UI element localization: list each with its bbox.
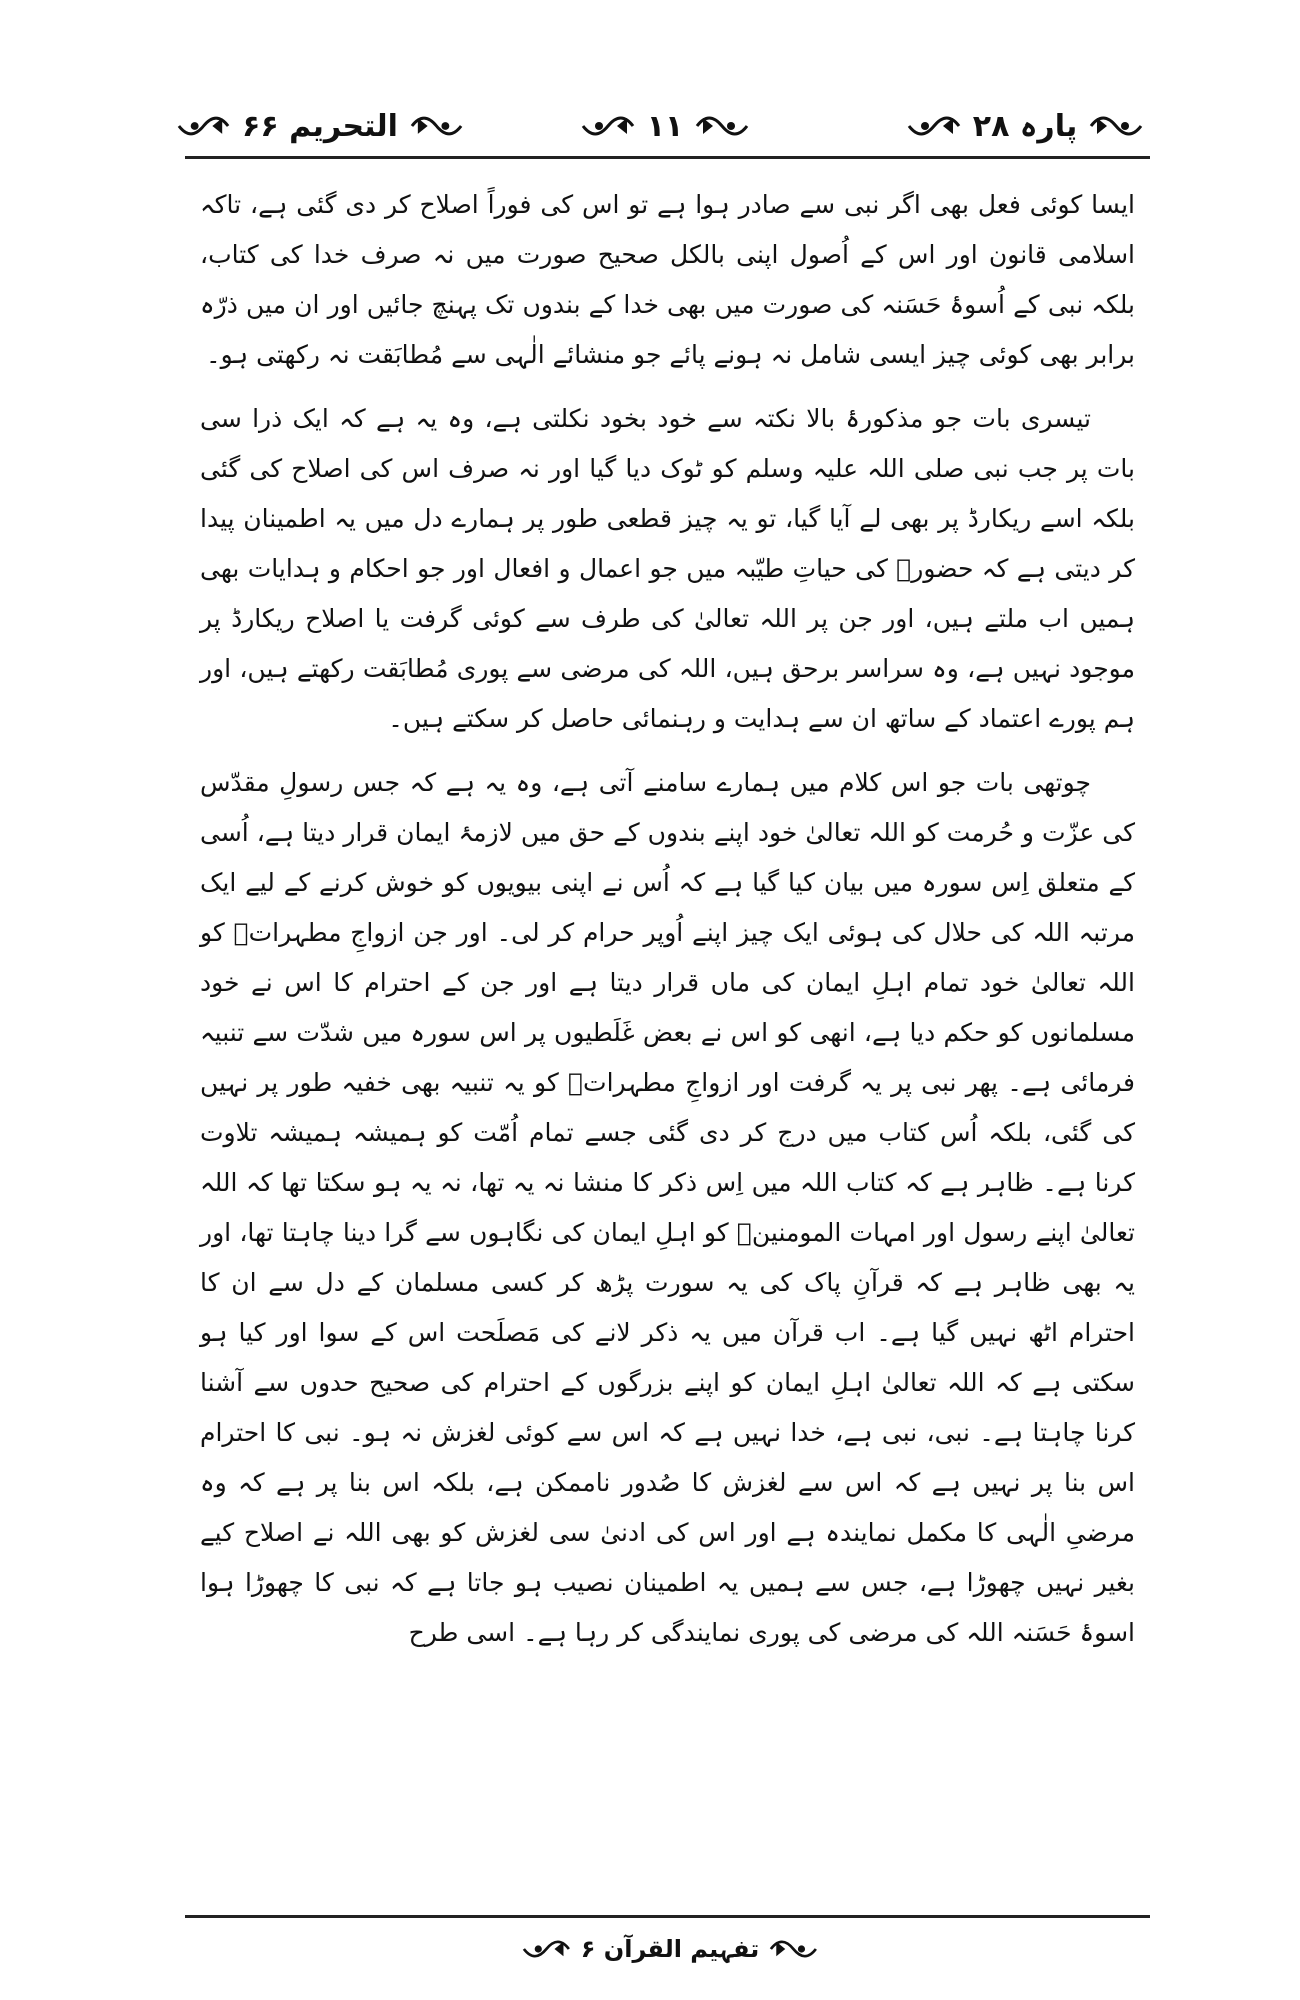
header-divider bbox=[185, 156, 1150, 159]
floral-ornament-icon bbox=[175, 106, 232, 146]
body-text bbox=[200, 180, 1135, 1672]
header-juz bbox=[890, 102, 1160, 150]
paragraph-1: ایسا کوئی فعل بھی اگر نبی سے صادر ہوا ہے تو اس کی فوراً اصلاح کر دی گئی ہے، تاکہ اسلامی قانون اور اس کے اُصول اپنی بالکل صحیح صورت میں نہ صرف خدا کی کتاب، بلکہ نبی کے اُسوۂ حَسَنہ کی صورت میں بھی خدا کے بندوں تک پہنچ جائیں اور ان میں ذرّہ برابر بھی کوئی چیز ایسی شامل نہ ہونے پائے جو منشائے الٰہی سے مُطابَقت نہ رکھتی ہو۔ bbox=[200, 190, 1135, 369]
paragraph-3: چوتھی بات جو اس کلام میں ہمارے سامنے آتی ہے، وہ یہ ہے کہ جس رسولِ مقدّس کی عزّت و حُرمت کو اللہ تعالیٰ خود اپنے بندوں کے حق میں لازمۂ ایمان قرار دیتا ہے، اُسی کے متعلق اِس سورہ میں بیان کیا گیا ہے کہ اُس نے اپنی بیویوں کو خوش کرنے کے لیے ایک مرتبہ اللہ کی حلال کی ہوئی ایک چیز اپنے اُوپر حرام کر لی۔ اور جن ازواجِ مطہراتؓ کو اللہ تعالیٰ خود تمام اہلِ ایمان کی ماں قرار دیتا ہے اور جن کے احترام کا اس نے خود مسلمانوں کو حکم دیا ہے، انھی کو اس نے بعض غَلَطیوں پر اس سورہ میں شدّت سے تنبیہ فرمائی ہے۔ پھر نبی پر یہ گرفت اور ازواجِ مطہراتؓ کو یہ تنبیہ بھی خفیہ طور پر نہیں کی گئی، بلکہ اُس کتاب میں درج کر دی گئی جسے تمام اُمّت کو ہمیشہ ہمیشہ تلاوت کرنا ہے۔ ظاہر ہے کہ کتاب اللہ میں اِس ذکر کا منشا نہ یہ تھا، نہ یہ ہو سکتا تھا کہ اللہ تعالیٰ اپنے رسول اور امہات المومنینؓ کو اہلِ ایمان کی نگاہوں سے گرا دینا چاہتا تھا، اور یہ بھی ظاہر ہے کہ قرآنِ پاک کی یہ سورت پڑھ کر کسی مسلمان کے دل سے ان کا احترام اٹھ نہیں گیا ہے۔ اب قرآن میں یہ ذکر لانے کی مَصلَحت اس کے سوا اور کیا ہو سکتی ہے کہ اللہ تعالیٰ اہلِ ایمان کو اپنے بزرگوں کے احترام کی صحیح حدوں سے آشنا کرنا چاہتا ہے۔ نبی، نبی ہے، خدا نہیں ہے کہ اس سے کوئی لغزش نہ ہو۔ نبی کا احترام اس بنا پر نہیں ہے کہ اس سے لغزش کا صُدور ناممکن ہے، بلکہ اس بنا پر ہے کہ وہ مرضیِ الٰہی کا مکمل نمایندہ ہے اور اس کی ادنیٰ سی لغزش کو بھی اللہ نے اصلاح کیے بغیر نہیں چھوڑا ہے، جس سے ہمیں یہ اطمینان نصیب ہو جاتا ہے کہ نبی کا چھوڑا ہوا اسوۂ حَسَنہ اللہ کی مرضی کی پوری نمایندگی کر رہا ہے۔ اسی طرح bbox=[200, 768, 1135, 1647]
floral-ornament-icon bbox=[408, 106, 465, 146]
footer-divider bbox=[185, 1915, 1150, 1918]
header-page-number bbox=[560, 102, 770, 150]
floral-ornament-icon bbox=[905, 106, 963, 146]
surah-label: التحریم ۶۶ bbox=[242, 108, 398, 144]
floral-ornament-icon bbox=[579, 106, 637, 146]
page-number: ۱۱ bbox=[646, 108, 684, 144]
floral-ornament-icon bbox=[693, 106, 751, 146]
floral-ornament-icon bbox=[520, 1931, 573, 1967]
paragraph-2: تیسری بات جو مذکورۂ بالا نکتہ سے خود بخود نکلتی ہے، وہ یہ ہے کہ ایک ذرا سی بات پر جب نبی صلی اللہ علیہ وسلم کو ٹوک دیا گیا اور نہ صرف اس کی اصلاح کی گئی بلکہ اسے ریکارڈ پر بھی لے آیا گیا، تو یہ چیز قطعی طور پر ہمارے دل میں یہ اطمینان پیدا کر دیتی ہے کہ حضورؐ کی حیاتِ طیّبہ میں جو اعمال و افعال اور جو احکام و ہدایات بھی ہمیں اب ملتے ہیں، اور جن پر اللہ تعالیٰ کی طرف سے کوئی گرفت یا اصلاح ریکارڈ پر موجود نہیں ہے، وہ سراسر برحق ہیں، اللہ کی مرضی سے پوری مُطابَقت رکھتے ہیں، اور ہم پورے اعتماد کے ساتھ ان سے ہدایت و رہنمائی حاصل کر سکتے ہیں۔ bbox=[200, 404, 1135, 733]
book-title: تفہیم القرآن ۶ bbox=[580, 1935, 760, 1963]
juz-label: پارہ ۲۸ bbox=[972, 108, 1078, 144]
footer-book-title bbox=[520, 1923, 820, 1975]
header-surah bbox=[175, 102, 465, 150]
floral-ornament-icon bbox=[1087, 106, 1145, 146]
floral-ornament-icon bbox=[767, 1931, 820, 1967]
